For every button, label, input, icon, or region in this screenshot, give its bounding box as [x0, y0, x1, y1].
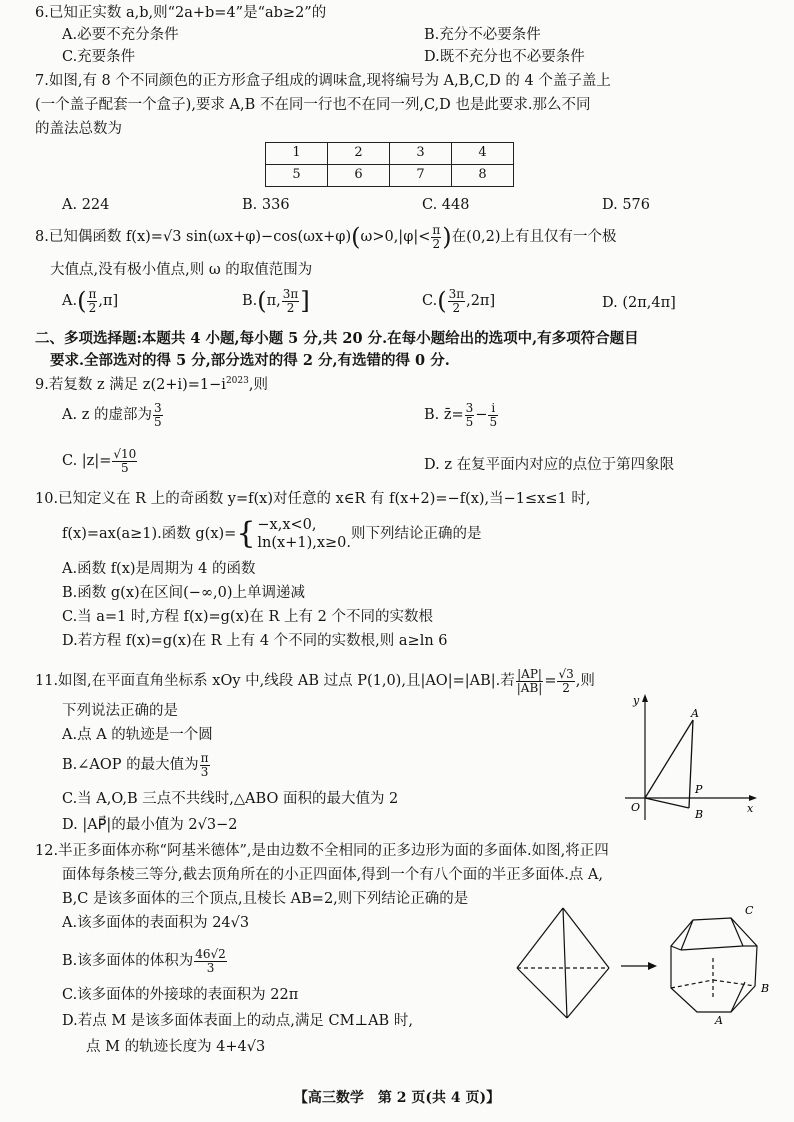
q8-condition: ω>0,|φ|< [360, 229, 431, 246]
q7-grid-cell: 4 [452, 143, 514, 165]
q9-stem: 9.若复数 z 满足 $z(2+i)=1-i^{2023}$,则 [35, 376, 268, 393]
fig-label-b: B [695, 808, 704, 821]
q8-function-def: 8.已知偶函数 f(x)=√3 sin(ωx+φ)−cos(ωx+φ) [35, 229, 352, 246]
fig-label-a: A [691, 707, 699, 720]
q12-line-3: B,C 是该多面体的三个顶点,且棱长 AB=2,则下列结论正确的是 [62, 891, 469, 907]
q10-line-2: f(x)=ax(a≥1).函数 g(x)={ −x,x<0, ln(x+1),x≥0. 则下列结论正确的是 [62, 516, 482, 552]
q7-line-2: (一个盖子配套一个盒子),要求 A,B 不在同一行也不在同一列,C,D 也是此要求.那么不同 [35, 97, 591, 113]
fig-label-x: x [747, 802, 754, 815]
q8-line-1: 8.已知偶函数 f(x)=√3 sin(ωx+φ)−cos(ωx+φ)(ω>0,|φ|< $\frac{\pi}{2}$ )在(0,2)上有且仅有一个极 [35, 223, 617, 252]
q6-option-a: A.必要不充分条件 [62, 27, 179, 43]
q9-exponent: 2023 [225, 376, 249, 386]
q7-option-b: B. 336 [242, 197, 290, 213]
q12-option-b: B.该多面体的体积为 $\frac{46√2}{3}$ [62, 947, 226, 975]
q10-option-c: C.当 a=1 时,方程 f(x)=g(x)在 R 上有 2 个不同的实数根 [62, 609, 434, 625]
q7-grid-cell: 2 [328, 143, 390, 165]
tetrahedron-drawing [517, 908, 609, 1018]
q11-option-a: A.点 A 的轨迹是一个圆 [62, 727, 213, 743]
q8-interval-text: 在(0,2)上有且仅有一个极 [451, 229, 617, 246]
q9-option-a: A. z 的虚部为 $\frac{3}{5}$ [62, 401, 162, 429]
q11-line-2: 下列说法正确的是 [62, 703, 178, 719]
q7-grid-cell: 5 [266, 165, 328, 187]
q12-option-a: A.该多面体的表面积为 24√3 [62, 915, 250, 931]
page-footer: 【高三数学 第 2 页(共 4 页)】 [293, 1090, 501, 1106]
q7-option-c: C. 448 [422, 197, 470, 213]
x-axis-arrow [749, 795, 757, 801]
q11-option-d: D. |AP⃗|的最小值为 2√3−2 [62, 817, 238, 833]
q7-grid-row [266, 143, 514, 165]
q7-grid-row [266, 165, 514, 187]
q7-grid-cell: 3 [390, 143, 452, 165]
q8-line-2: 大值点,没有极小值点,则 ω 的取值范围为 [50, 262, 313, 278]
q7-grid-cell: 6 [328, 165, 390, 187]
q11-option-c: C.当 A,O,B 三点不共线时,△ABO 面积的最大值为 2 [62, 791, 399, 807]
segment-ob [645, 798, 689, 808]
q8-option-b: B.(π, $\frac{3\pi}{2}$ ] [242, 287, 310, 316]
q10-case-1: −x,x<0, [257, 517, 317, 533]
q8-option-c: C.( $\frac{3\pi}{2}$ ,2π] [422, 287, 496, 316]
fig12-label-c: C [745, 904, 754, 917]
section2-rules: 要求.全部选对的得 5 分,部分选对的得 2 分,有选错的得 0 分. [50, 352, 450, 369]
q10-case-2: ln(x+1),x≥0. [257, 535, 352, 552]
q7-option-a: A. 224 [62, 197, 110, 213]
q11-option-b: B.∠AOP 的最大值为 $\frac{\pi}{3}$ [62, 751, 209, 779]
arrow-icon [621, 962, 657, 970]
q8-option-d: D. (2π,4π] [602, 295, 676, 311]
q11-coordinate-figure [615, 690, 765, 830]
q12-option-d-line-2: 点 M 的轨迹长度为 4+4√3 [86, 1039, 266, 1055]
q7-line-3: 的盖法总数为 [35, 121, 122, 137]
segment-oa [645, 720, 693, 798]
q7-box-grid [265, 142, 514, 187]
q12-line-2: 面体每条棱三等分,截去顶角所在的小正四面体,得到一个有八个面的半正多面体.点 A, [62, 867, 604, 883]
q7-grid-cell: 7 [390, 165, 452, 187]
truncated-tetrahedron-drawing [671, 918, 757, 1012]
fig-label-o: O [631, 801, 641, 814]
q10-option-b: B.函数 g(x)在区间(−∞,0)上单调递减 [62, 585, 306, 601]
q7-option-d: D. 576 [602, 197, 651, 213]
q8-pi-over-2: $\frac{\pi}{2}$ [432, 223, 441, 251]
q9-option-c: C. |z|= $\frac{√10}{5}$ [62, 447, 137, 475]
q12-polyhedron-figure [505, 900, 775, 1025]
q11-ratio: $\frac{|AP|}{|AB|}$ [516, 667, 543, 695]
fig-label-y: y [633, 694, 640, 707]
q10-option-d: D.若方程 f(x)=g(x)在 R 上有 4 个不同的实数根,则 a≥ln 6 [62, 633, 448, 649]
q9-option-b: B. z̄= $\frac{3}{5}$ − $\frac{i}{5}$ [424, 401, 498, 429]
q6-option-c: C.充要条件 [62, 49, 136, 65]
q6-option-d: D.既不充分也不必要条件 [424, 49, 585, 65]
q6-stem: 6.已知正实数 a,b,则“2a+b=4”是“ab≥2”的 [35, 5, 327, 21]
section2-heading: 二、多项选择题:本题共 4 小题,每小题 5 分,共 20 分.在每小题给出的选项中,有多项符合题目 [35, 330, 639, 347]
q7-grid-cell: 1 [266, 143, 328, 165]
q10-option-a: A.函数 f(x)是周期为 4 的函数 [62, 561, 256, 577]
segment-ab [689, 720, 693, 808]
q7-grid-cell: 8 [452, 165, 514, 187]
q9-option-d: D. z 在复平面内对应的点位于第四象限 [424, 457, 675, 473]
q12-option-c: C.该多面体的外接球的表面积为 22π [62, 987, 299, 1003]
q10-line-1: 10.已知定义在 R 上的奇函数 y=f(x)对任意的 x∈R 有 f(x+2)=−f(x),当−1≤x≤1 时, [35, 491, 591, 507]
q6-option-b: B.充分不必要条件 [424, 27, 541, 43]
fig12-label-a: A [715, 1014, 723, 1025]
y-axis-arrow [642, 694, 648, 702]
q11-line-1: 11.如图,在平面直角坐标系 xOy 中,线段 AB 过点 P(1,0),且|AO|=|AB|.若 $\frac{|AP|}{|AB|}$ = $\frac{√3}{2}$ ,则 [35, 667, 595, 695]
q12-option-d-line-1: D.若点 M 是该多面体表面上的动点,满足 CM⊥AB 时, [62, 1013, 413, 1029]
q12-line-1: 12.半正多面体亦称“阿基米德体”,是由边数不全相同的正多边形为面的多面体.如图,将正四 [35, 843, 609, 859]
q8-option-a: A.( $\frac{\pi}{2}$ ,π] [62, 287, 119, 316]
q7-line-1: 7.如图,有 8 个不同颜色的正方形盒子组成的调味盒,现将编号为 A,B,C,D 的 4 个盖子盖上 [35, 73, 611, 89]
fig-label-p: P [695, 783, 703, 796]
fig12-label-b: B [761, 982, 770, 995]
